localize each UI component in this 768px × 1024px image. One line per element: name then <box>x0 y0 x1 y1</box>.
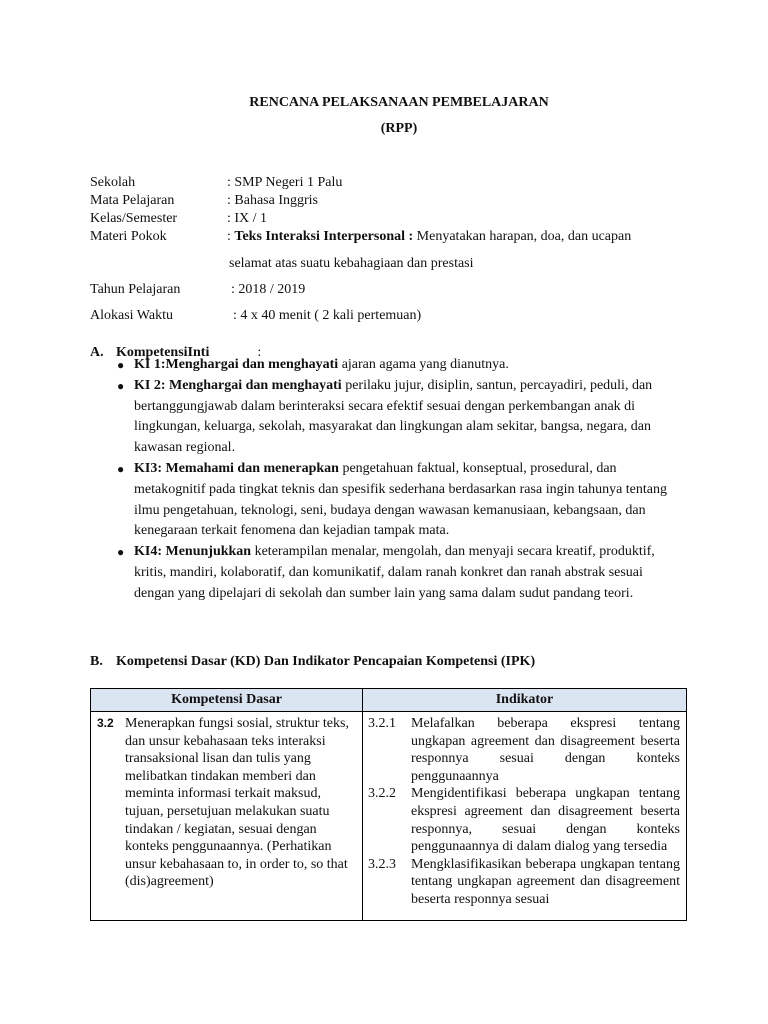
list-item: ● KI4: Menunjukkan keterampilan menalar, mengolah, dan menyaji secara kreatif, produktif, kritis, mandiri, kolaboratif, dan komunikatif, dalam ranah konkret dan ranah abstrak sesuai dengan yang dipelajari di sekolah dan sumber lain yang sama dalam sudut pandang teori. <box>117 544 655 601</box>
info-value: : Bahasa Inggris <box>227 193 318 208</box>
info-label: Materi Pokok <box>90 229 167 244</box>
section-b-heading: B. Kompetensi Dasar (KD) Dan Indikator Pencapaian Kompetensi (IPK) <box>90 654 536 669</box>
info-label: Tahun Pelajaran <box>90 282 181 297</box>
kd-cell <box>91 712 363 921</box>
info-label: Sekolah <box>90 175 136 190</box>
info-label: Alokasi Waktu <box>90 308 173 323</box>
bullet-icon: ● <box>117 545 125 560</box>
info-value: : IX / 1 <box>227 211 268 226</box>
indicator-item: 3.2.2 Mengidentifikasi beberapa ungkapan tentang ekspresi agreement dan disagreement beserta responnya, sesuai dengan konteks penggunaannya di dalam dialog yang tersedia <box>368 786 680 855</box>
indicator-cell <box>363 712 687 921</box>
bullet-icon: ● <box>117 378 125 393</box>
info-label: Kelas/Semester <box>90 211 178 226</box>
section-a-heading: A. KompetensiInti : <box>90 345 262 360</box>
list-item: ● KI3: Memahami dan menerapkan pengetahuan faktual, konseptual, prosedural, dan metakognitif pada tingkat teknis dan spesifik sederhana berdasarkan rasa ingin tahunya tentang ilmu pengetahuan, teknologi, seni, budaya dengan wawasan kemanusiaan, kebangsaan, dan kenegaraan terkait fenomena dan kejadian tampak mata. <box>117 460 667 539</box>
info-value: : 2018 / 2019 <box>231 282 306 297</box>
kd-description: Menerapkan fungsi sosial, struktur teks, dan unsur kebahasaan teks interaksi transaksional lisan dan tulis yang melibatkan tindakan memberi dan meminta informasi terkait maksud, tujuan, persetujuan melakukan suatu tindakan / kegiatan, sesuai dengan konteks penggunaannya. (Perhatikan unsur kebahasaan to, in order to, so that (dis)agreement) <box>125 716 349 890</box>
document-title: RENCANA PELAKSANAAN PEMBELAJARAN <box>249 95 549 110</box>
table-row <box>91 712 687 921</box>
info-value: : SMP Negeri 1 Palu <box>227 175 343 190</box>
list-item: ● KI 2: Menghargai dan menghayati perilaku jujur, disiplin, santun, percayadiri, peduli, dan bertanggungjawab dalam berinteraksi secara efektif sesuai dengan perkembangan anak di lingkungan, keluarga, sekolah, masyarakat dan lingkungan alam sekitar, bangsa, negara, dan kawasan regional. <box>117 377 653 456</box>
kompetensi-inti-list <box>117 355 677 605</box>
indicator-item: 3.2.3 Mengklasifikasikan beberapa ungkapan tentang tentang ungkapan agreement dan disagreement beserta responnya sesuai <box>368 856 680 907</box>
bullet-icon: ● <box>117 461 125 476</box>
table-header-kd: Kompetensi Dasar <box>91 689 363 712</box>
info-value-cont: selamat atas suatu kebahagiaan dan prestasi <box>229 256 474 271</box>
document-subtitle: (RPP) <box>380 121 418 136</box>
info-value: : 4 x 40 menit ( 2 kali pertemuan) <box>233 308 422 323</box>
info-value: : Teks Interaksi Interpersonal : Menyatakan harapan, doa, dan ucapan <box>227 229 632 244</box>
bullet-icon: ● <box>117 358 125 372</box>
kd-ipk-table <box>90 688 687 921</box>
info-label: Mata Pelajaran <box>90 193 175 208</box>
indicator-item: 3.2.1 Melafalkan beberapa ekspresi tentang ungkapan agreement dan disagreement beserta responnya sesuai dengan konteks penggunaannya <box>368 716 680 784</box>
kd-number: 3.2 <box>97 716 114 730</box>
table-header-indikator: Indikator <box>363 689 687 712</box>
list-item: ● KI 1:Menghargai dan menghayati ajaran agama yang dianutnya. <box>117 355 677 376</box>
